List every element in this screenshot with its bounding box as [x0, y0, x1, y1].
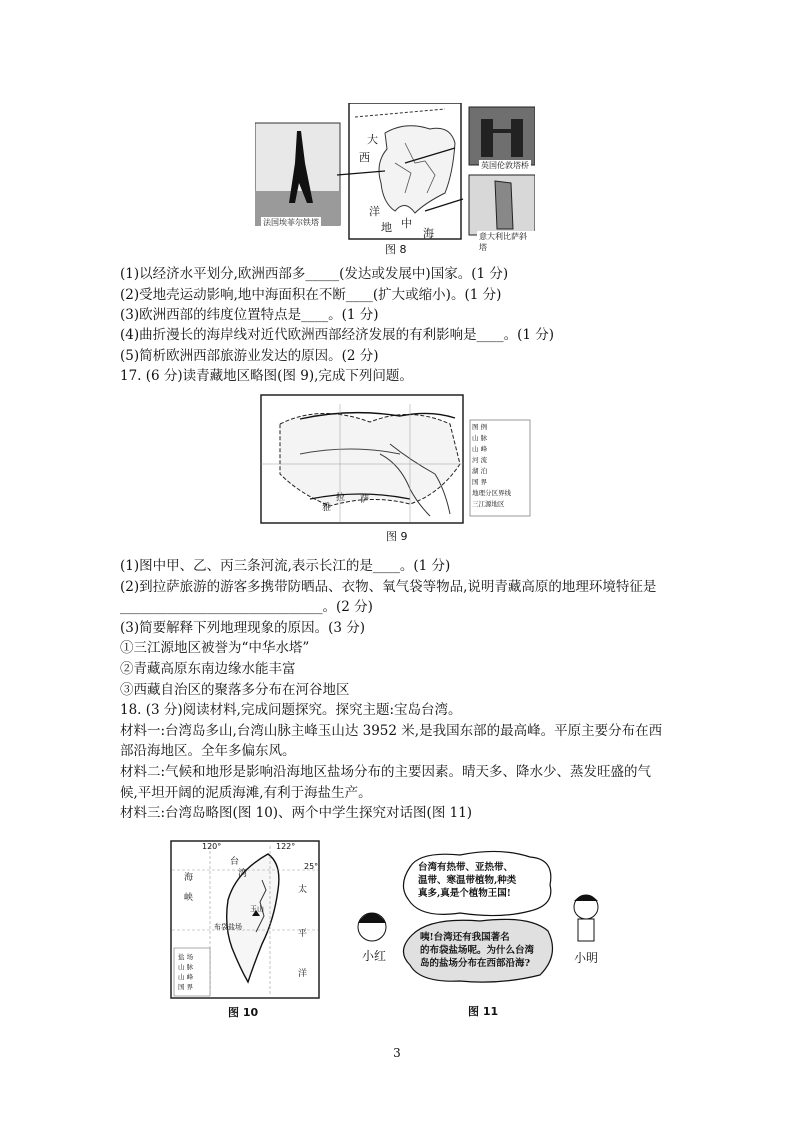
q17-item: ②青藏高原东南边缘水能丰富	[120, 661, 296, 677]
map-label: 西	[359, 151, 370, 164]
q17-title: 17. (6 分)读青藏地区略图(图 9),完成下列问题。	[120, 368, 413, 384]
figure-9-legend	[472, 422, 511, 510]
legend-item: 国 界	[472, 478, 488, 486]
map-label: 台	[230, 857, 240, 867]
q17-item: (2)到拉萨旅游的游客多携带防晒品、衣物、氧气袋等物品,说明青藏高原的地理环境特征是	[120, 579, 657, 595]
figure-11-caption: 图 11	[468, 1005, 499, 1018]
figure-9	[260, 394, 532, 544]
q16-item: (1)以经济水平划分,欧洲西部多_____(发达或发展中)国家。(1 分)	[120, 266, 509, 282]
figure-8-caption: 图 8	[385, 243, 407, 256]
map-label: 拉	[336, 493, 346, 503]
photo-label-pisa: 意大利比萨斜塔	[477, 231, 535, 253]
bubble-line: 咦!台湾还有我国著名	[420, 932, 510, 943]
figure-9-caption: 图 9	[386, 530, 408, 543]
legend-item: 地理分区界线	[472, 489, 511, 497]
map-label: 洋	[369, 205, 380, 218]
figure-8	[255, 103, 535, 255]
bubble-line: 温带、寒温带植物,种类	[418, 875, 517, 886]
legend-item: 山 脉	[178, 963, 194, 971]
figure-11	[350, 845, 620, 1020]
map-label: 布袋盐场	[214, 923, 242, 931]
q16-item: (3)欧洲西部的纬度位置特点是____。(1 分)	[120, 307, 379, 323]
xiaoming-label: 小明	[574, 951, 599, 965]
q18-item: 部沿海地区。全年多偏东风。	[120, 743, 296, 759]
q18-item: 材料三:台湾岛略图(图 10)、两个中学生探究对话图(图 11)	[120, 805, 473, 821]
legend-title: 图 例	[472, 423, 488, 431]
bubble-line: 岛的盐场分布在西部沿海?	[420, 958, 531, 969]
legend-item: 盐 场	[178, 953, 194, 961]
legend-item: 湖 泊	[472, 467, 488, 475]
map-label: 海	[423, 227, 434, 240]
map-label: 海	[184, 873, 194, 883]
q16-item: (4)曲折漫长的海岸线对近代欧洲西部经济发展的有利影响是____。(1 分)	[120, 327, 555, 343]
map-label: 玉山	[250, 905, 264, 913]
q18-item: 18. (3 分)阅读材料,完成问题探究。探究主题:宝岛台湾。	[120, 702, 462, 718]
map-label: 中	[401, 217, 412, 230]
map-label: 峡	[184, 893, 194, 903]
q18-item: 材料二:气候和地形是影响沿海地区盐场分布的主要因素。晴天多、降水少、蒸发旺盛的气	[120, 764, 652, 780]
bubble-line: 真多,真是个植物王国!	[418, 888, 511, 899]
map-label: 洋	[298, 969, 308, 979]
map-label: 太	[298, 885, 308, 895]
xiaohong-label: 小红	[362, 949, 387, 963]
q17-item: (3)简要解释下列地理现象的原因。(3 分)	[120, 620, 366, 636]
q17-item: (1)图中甲、乙、丙三条河流,表示长江的是____。(1 分)	[120, 558, 451, 574]
legend-item: 山 峰	[472, 445, 488, 453]
speech-bubble-1-text	[418, 861, 516, 900]
q17-item: ①三江源地区被誉为“中华水塔”	[120, 640, 310, 656]
map-label: 地	[381, 221, 392, 234]
figure-10	[170, 840, 322, 1020]
page-number: 3	[393, 1046, 401, 1060]
leaning-tower-icon	[495, 181, 513, 229]
figure-10-legend	[178, 952, 193, 992]
q16-item: (2)受地壳运动影响,地中海面积在不断____(扩大或缩小)。(1 分)	[120, 287, 502, 303]
q17-item: ______________________________。(2 分)	[120, 599, 373, 615]
photo-label-eiffel: 法国埃菲尔铁塔	[263, 218, 319, 227]
photo-label-towerbridge: 英国伦敦塔桥	[481, 161, 529, 170]
map-label: 萨	[360, 495, 370, 505]
legend-item: 山 峰	[178, 973, 194, 981]
coord-label: 122°	[276, 842, 296, 851]
q16-item: (5)简析欧洲西部旅游业发达的原因。(2 分)	[120, 348, 379, 364]
figure-10-caption: 图 10	[228, 1006, 259, 1019]
legend-item: 三江源地区	[472, 500, 505, 508]
q18-item: 材料一:台湾岛多山,台湾山脉主峰玉山达 3952 米,是我国东部的最高峰。平原主要分布在西	[120, 723, 663, 739]
legend-item: 山 脉	[472, 434, 488, 442]
coord-label: 25°	[304, 862, 319, 871]
legend-item: 河 流	[472, 456, 488, 464]
q18-item: 候,平坦开阔的泥质海滩,有利于海盐生产。	[120, 785, 372, 801]
map-label: 大	[367, 133, 378, 146]
map-label: 平	[298, 929, 308, 939]
bubble-line: 台湾有热带、亚热带、	[418, 862, 514, 873]
bubble-line: 的布袋盐场呢。为什么台湾	[420, 945, 535, 956]
q17-item: ③西藏自治区的聚落多分布在河谷地区	[120, 682, 350, 698]
coord-label: 120°	[202, 842, 222, 851]
speech-bubble-2-text	[420, 931, 534, 970]
map-label: 雅	[322, 503, 332, 513]
map-label: 湾	[238, 869, 248, 879]
legend-item: 国 界	[178, 983, 194, 991]
